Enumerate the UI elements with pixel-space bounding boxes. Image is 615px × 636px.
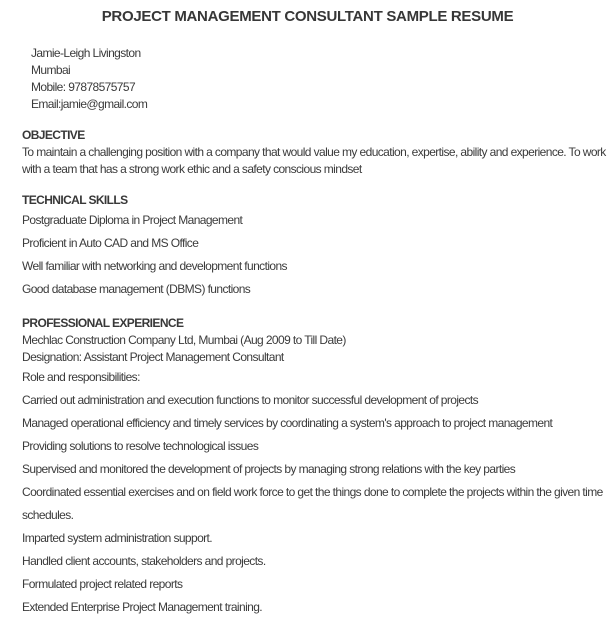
- objective-text: To maintain a challenging position with a company that would value my education, expertise, ability and experience. To work with a team that has a strong work ethic and a safety conscious mindset: [22, 145, 606, 176]
- responsibility-item: Coordinated essential exercises and on field work force to get the things done to complete the projects within the given time schedules.: [22, 485, 603, 522]
- skill-item: Well familiar with networking and development functions: [22, 259, 287, 273]
- responsibility-item: Supervised and monitored the development of projects by managing strong relations with the key parties: [22, 462, 516, 476]
- experience-designation-line: Designation: Assistant Project Management Consultant: [22, 350, 284, 364]
- skill-item: Good database management (DBMS) functions: [22, 282, 251, 296]
- contact-name: Jamie-Leigh Livingston: [31, 46, 141, 60]
- contact-mobile: Mobile: 97878575757: [31, 80, 136, 94]
- responsibility-item: Imparted system administration support.: [22, 531, 213, 545]
- responsibility-item: Extended Enterprise Project Management training.: [22, 600, 263, 614]
- responsibility-item: Handled client accounts, stakeholders and projects.: [22, 554, 266, 568]
- page-title: PROJECT MANAGEMENT CONSULTANT SAMPLE RESUME: [101, 8, 514, 25]
- contact-location: Mumbai: [31, 63, 71, 77]
- objective-heading: OBJECTIVE: [22, 128, 85, 142]
- experience-role-label: Role and responsibilities:: [22, 370, 140, 384]
- responsibility-item: Formulated project related reports: [22, 577, 183, 591]
- section-objective: [22, 127, 615, 178]
- responsibility-item: Providing solutions to resolve technological issues: [22, 439, 259, 453]
- responsibility-item: Carried out administration and execution functions to monitor successful development of projects: [22, 393, 479, 407]
- technical-skills-heading: TECHNICAL SKILLS: [22, 193, 128, 207]
- resume-document: [0, 45, 615, 619]
- contact-block: [31, 45, 615, 113]
- experience-company-line: Mechlac Construction Company Ltd, Mumbai (Aug 2009 to Till Date): [22, 333, 346, 347]
- responsibility-item: Managed operational efficiency and timely services by coordinating a system's approach to project management: [22, 416, 553, 430]
- section-professional-experience: [22, 315, 615, 619]
- skill-item: Proficient in Auto CAD and MS Office: [22, 236, 199, 250]
- skill-item: Postgraduate Diploma in Project Management: [22, 213, 243, 227]
- section-technical-skills: [22, 192, 615, 301]
- professional-experience-heading: PROFESSIONAL EXPERIENCE: [22, 316, 184, 330]
- contact-email: Email:jamie@gmail.com: [31, 97, 148, 111]
